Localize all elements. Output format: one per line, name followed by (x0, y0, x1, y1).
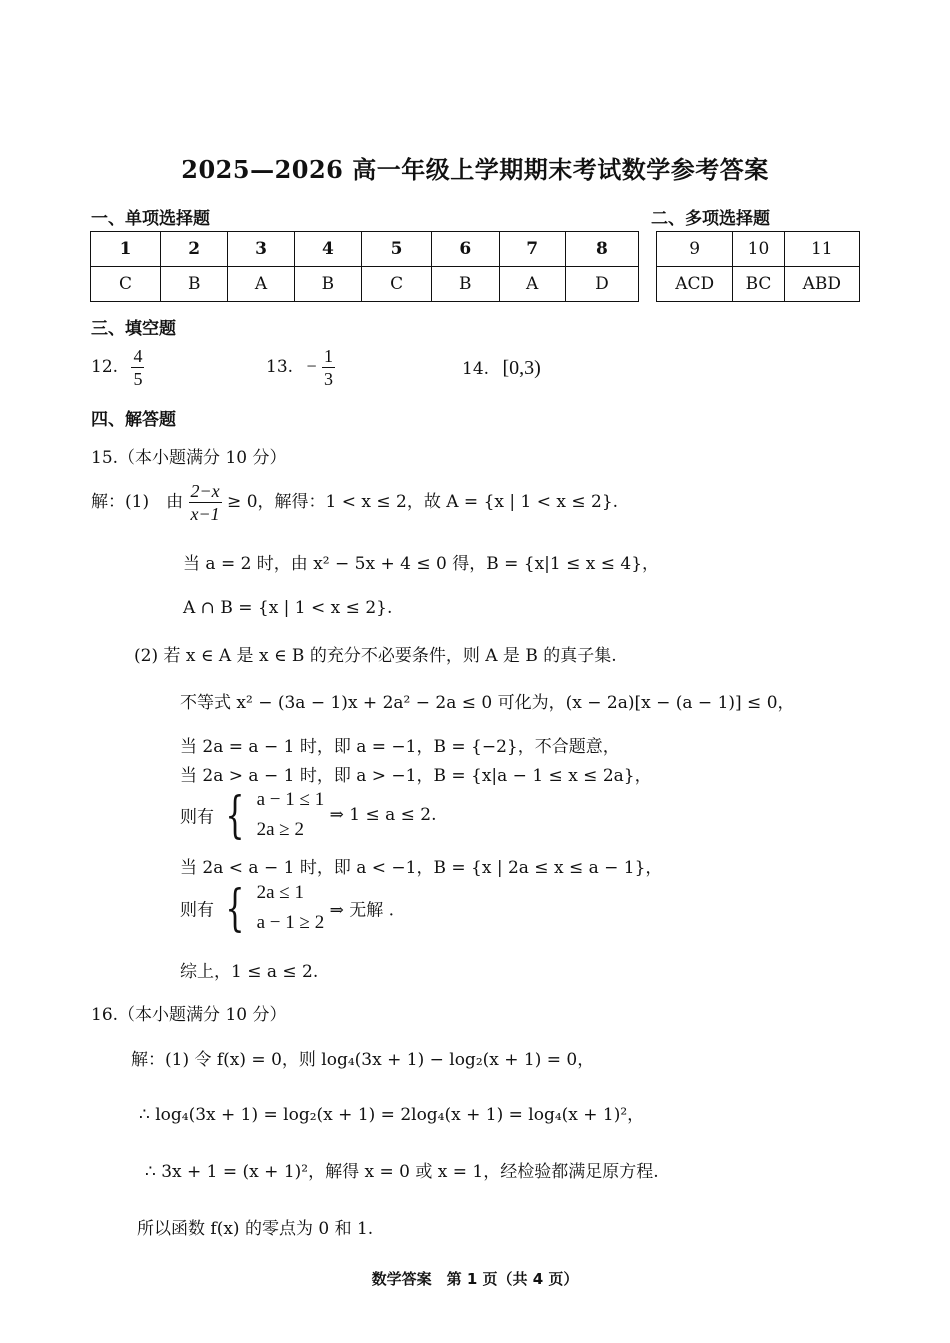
fill-answer-14 (462, 357, 541, 380)
multi-choice-table (656, 231, 860, 302)
denominator: 3 (324, 369, 334, 389)
fill-answer-13 (266, 345, 335, 390)
q16-line: 所以函数 f(x) 的零点为 0 和 1. (137, 1219, 374, 1239)
table-row (91, 267, 639, 302)
question-label: 13. (266, 357, 294, 377)
inequality: 2a ≥ 2 (256, 819, 304, 840)
text: 则有 (180, 807, 214, 828)
q16-line: 解：(1) 令 f(x) = 0，则 log₄(3x + 1) − log₂(x + 1) = 0， (131, 1050, 595, 1070)
table-cell: 3 (228, 232, 294, 267)
table-row (91, 232, 639, 267)
left-brace: { (225, 786, 245, 844)
page-footer: 数学答案 第 1 页（共 4 页） (371, 1270, 579, 1288)
q15-line: 当 2a < a − 1 时，即 a < −1，B = {x | 2a ≤ x ≤ a − 1}， (180, 858, 663, 878)
table-row (657, 267, 860, 302)
question-label: 12. (91, 357, 119, 377)
single-choice-table (90, 231, 639, 302)
table-cell: ACD (657, 267, 733, 302)
table-cell: BC (733, 267, 784, 302)
inequality-system (257, 878, 325, 938)
inequality: a − 1 ≥ 2 (256, 912, 325, 933)
text: 解：(1) 由 (91, 492, 184, 512)
section-fill-blank: 三、填空题 (91, 319, 176, 339)
fraction (131, 345, 144, 390)
numerator: 2−x (190, 481, 220, 501)
interval-answer: [0,3) (502, 357, 541, 379)
q16-header: 16.（本小题满分 10 分） (91, 1005, 287, 1025)
q16-line: ∴ log₄(3x + 1) = log₂(x + 1) = 2log₄(x + 1) = log₄(x + 1)²， (139, 1105, 645, 1125)
table-cell: 2 (160, 232, 227, 267)
table-cell: B (160, 267, 227, 302)
inequality: 2a ≤ 1 (256, 882, 304, 903)
q15-system-1 (180, 785, 437, 845)
q15-part1-line (91, 480, 618, 525)
q15-line: 当 2a = a − 1 时，即 a = −1，B = {−2}，不合题意， (180, 737, 620, 757)
text: 则有 (180, 900, 214, 921)
table-cell: 7 (499, 232, 565, 267)
text: ⇒ 无解 . (329, 900, 395, 921)
fill-answer-12 (91, 345, 144, 390)
table-cell: D (565, 267, 638, 302)
section-single-choice: 一、单项选择题 (91, 209, 210, 229)
table-cell: B (294, 267, 361, 302)
q15-system-2 (180, 878, 394, 938)
denominator: x−1 (190, 504, 220, 524)
question-label: 14. (462, 359, 490, 379)
numerator: 4 (133, 346, 143, 366)
table-cell: B (432, 267, 499, 302)
inequality: a − 1 ≤ 1 (256, 789, 325, 810)
table-row (657, 232, 860, 267)
left-brace: { (225, 879, 245, 937)
q15-header: 15.（本小题满分 10 分） (91, 448, 287, 468)
table-cell: 5 (362, 232, 432, 267)
minus-sign: − (306, 356, 317, 376)
q15-line: A ∩ B = {x | 1 < x ≤ 2}. (183, 598, 393, 618)
section-solutions: 四、解答题 (91, 410, 176, 430)
table-cell: ABD (784, 267, 859, 302)
q15-line: 当 a = 2 时，由 x² − 5x + 4 ≤ 0 得，B = {x|1 ≤ x ≤ 4}， (183, 554, 660, 574)
q15-part2-line: (2) 若 x ∈ A 是 x ∈ B 的充分不必要条件，则 A 是 B 的真子集. (134, 646, 617, 666)
table-cell: A (228, 267, 294, 302)
table-cell: 11 (784, 232, 859, 267)
table-cell: 1 (91, 232, 161, 267)
page-title: 2025—2026 高一年级上学期期末考试数学参考答案 (181, 155, 769, 184)
denominator: 5 (133, 369, 143, 389)
text: ≥ 0，解得：1 < x ≤ 2，故 A = {x | 1 < x ≤ 2}. (227, 492, 619, 512)
inequality-system (257, 785, 325, 845)
table-cell: 4 (294, 232, 361, 267)
table-cell: 6 (432, 232, 499, 267)
q15-line: 当 2a > a − 1 时，即 a > −1，B = {x|a − 1 ≤ x ≤ 2a}， (180, 766, 652, 786)
fraction (189, 480, 222, 525)
text: ⇒ 1 ≤ a ≤ 2. (329, 805, 437, 825)
table-cell: C (362, 267, 432, 302)
q16-line: ∴ 3x + 1 = (x + 1)²，解得 x = 0 或 x = 1，经检验都满足原方程. (145, 1162, 659, 1182)
table-cell: 9 (657, 232, 733, 267)
table-cell: 8 (565, 232, 638, 267)
table-cell: A (499, 267, 565, 302)
fraction (322, 345, 335, 390)
q15-line: 不等式 x² − (3a − 1)x + 2a² − 2a ≤ 0 可化为，(x − 2a)[x − (a − 1)] ≤ 0， (180, 693, 795, 713)
numerator: 1 (324, 346, 334, 366)
q15-line: 综上，1 ≤ a ≤ 2. (180, 962, 319, 982)
table-cell: C (91, 267, 161, 302)
table-cell: 10 (733, 232, 784, 267)
section-multi-choice: 二、多项选择题 (651, 209, 770, 229)
